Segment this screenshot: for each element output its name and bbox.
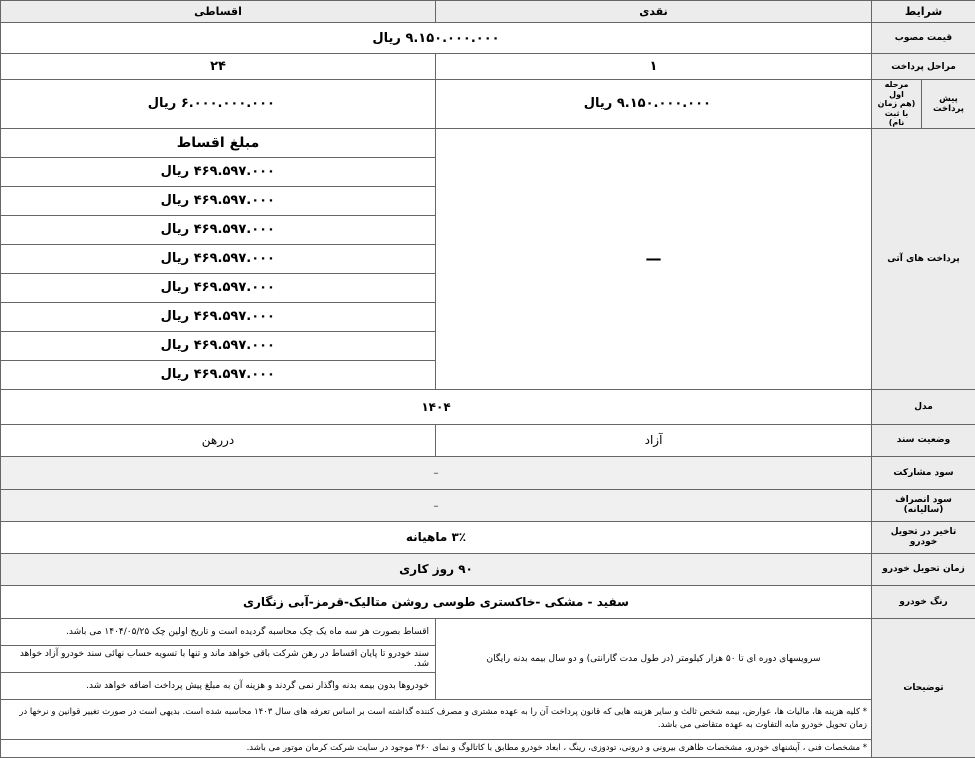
down-payment-label: پیش پرداخت — [922, 80, 975, 129]
delivery-time-value: ۹۰ روز کاری — [1, 553, 872, 585]
participation-profit-row — [1, 456, 975, 489]
down-payment-stage-note: (هم زمان با ثبت نام) — [876, 99, 917, 128]
stages-installment: ۲۴ — [1, 54, 436, 80]
notes-row — [1, 618, 975, 645]
notes-cash: سرویسهای دوره ای تا ۵۰ هزار کیلومتر (در طول مدت گارانتی) و دو سال بیمه بدنه رایگان — [436, 618, 872, 699]
delivery-time-label: زمان تحویل خودرو — [872, 553, 975, 585]
installment-amount: ۴۶۹.۵۹۷.۰۰۰ ریال — [1, 331, 436, 360]
down-payment-stage-label: مرحله اول — [876, 80, 917, 99]
document-status-installment: دررهن — [1, 424, 436, 456]
stages-row — [1, 54, 975, 80]
header-cash: نقدی — [436, 1, 872, 23]
delivery-delay-value: ۳٪ ماهیانه — [1, 521, 872, 553]
price-label: قیمت مصوب — [872, 23, 975, 54]
delivery-delay-row — [1, 521, 975, 553]
cancellation-profit-row — [1, 489, 975, 521]
document-status-row — [1, 424, 975, 456]
price-value: ۹.۱۵۰.۰۰۰.۰۰۰ ریال — [1, 23, 872, 54]
notes-general-row — [1, 739, 975, 757]
color-value: سفید - مشکی -خاکستری طوسی روشن متالیک-قرمز-آبی زنگاری — [1, 585, 872, 618]
notes-installment-item: سند خودرو تا پایان اقساط در رهن شرکت باقی خواهد ماند و تنها با تسویه حساب نهائی سند خودرو آزاد خواهد شد. — [1, 645, 436, 672]
model-label: مدل — [872, 389, 975, 424]
installment-amount: ۴۶۹.۵۹۷.۰۰۰ ریال — [1, 157, 436, 186]
installment-amount: ۴۶۹.۵۹۷.۰۰۰ ریال — [1, 273, 436, 302]
future-payments-cash: — — [436, 128, 872, 389]
cancellation-profit-value: - — [1, 489, 872, 521]
color-label: رنگ خودرو — [872, 585, 975, 618]
cancellation-profit-label: سود انصراف (سالیانه) — [872, 489, 975, 521]
installment-amount: ۴۶۹.۵۹۷.۰۰۰ ریال — [1, 302, 436, 331]
document-status-label: وضعیت سند — [872, 424, 975, 456]
down-payment-installment: ۶.۰۰۰.۰۰۰.۰۰۰ ریال — [1, 80, 436, 129]
notes-installment-item: اقساط بصورت هر سه ماه یک چک محاسبه گردیده است و تاریخ اولین چک ۱۴۰۴/۰۵/۲۵ می باشد. — [1, 618, 436, 645]
color-row — [1, 585, 975, 618]
installment-amount: ۴۶۹.۵۹۷.۰۰۰ ریال — [1, 186, 436, 215]
participation-profit-label: سود مشارکت — [872, 456, 975, 489]
installment-amount: ۴۶۹.۵۹۷.۰۰۰ ریال — [1, 360, 436, 389]
document-status-cash: آزاد — [436, 424, 872, 456]
header-row — [1, 1, 975, 23]
stages-cash: ۱ — [436, 54, 872, 80]
notes-installment-item: خودروها بدون بیمه بدنه واگذار نمی گردند و هزینه آن به مبلغ پیش پرداخت اضافه خواهد شد. — [1, 672, 436, 699]
model-value: ۱۴۰۴ — [1, 389, 872, 424]
future-payments-label: پرداخت های آتی — [872, 128, 975, 389]
header-conditions: شرایط — [872, 1, 975, 23]
notes-general-specs: * مشخصات فنی ، آپشنهای خودرو، مشخصات ظاهری بیرونی و درونی، تودوزی، رینگ ، ابعاد خودرو مطابق با کاتالوگ و نمای ۳۶۰ موجود در سایت شرکت کرمان موتور می باشد. — [1, 739, 872, 757]
price-row — [1, 23, 975, 54]
future-payments-row — [1, 128, 975, 157]
notes-general-row — [1, 699, 975, 739]
installment-amount: ۴۶۹.۵۹۷.۰۰۰ ریال — [1, 244, 436, 273]
down-payment-cash: ۹.۱۵۰.۰۰۰.۰۰۰ ریال — [436, 80, 872, 129]
installment-amount: ۴۶۹.۵۹۷.۰۰۰ ریال — [1, 215, 436, 244]
down-payment-stage — [872, 80, 922, 129]
delivery-time-row — [1, 553, 975, 585]
installment-header: مبلغ اقساط — [1, 128, 436, 157]
down-payment-row — [1, 80, 975, 129]
notes-general-costs: * کلیه هزینه ها، مالیات ها، عوارض، بیمه شخص ثالث و سایر هزینه هایی که قانون پرداخت آن را به عهده مشتری و مصرف کننده گذاشته است بر اساس تعرفه های سال ۱۴۰۳ محاسبه شده است. بدیهی است در صورت تغییر قوانین و نرخها در زمان تحویل خودرو مابه التفاوت به عهده متقاضی می باشد. — [1, 699, 872, 739]
model-row — [1, 389, 975, 424]
notes-label: توضیحات — [872, 618, 975, 757]
participation-profit-value: - — [1, 456, 872, 489]
header-installment: اقساطی — [1, 1, 436, 23]
delivery-delay-label: تاخیر در تحویل خودرو — [872, 521, 975, 553]
stages-label: مراحل پرداخت — [872, 54, 975, 80]
